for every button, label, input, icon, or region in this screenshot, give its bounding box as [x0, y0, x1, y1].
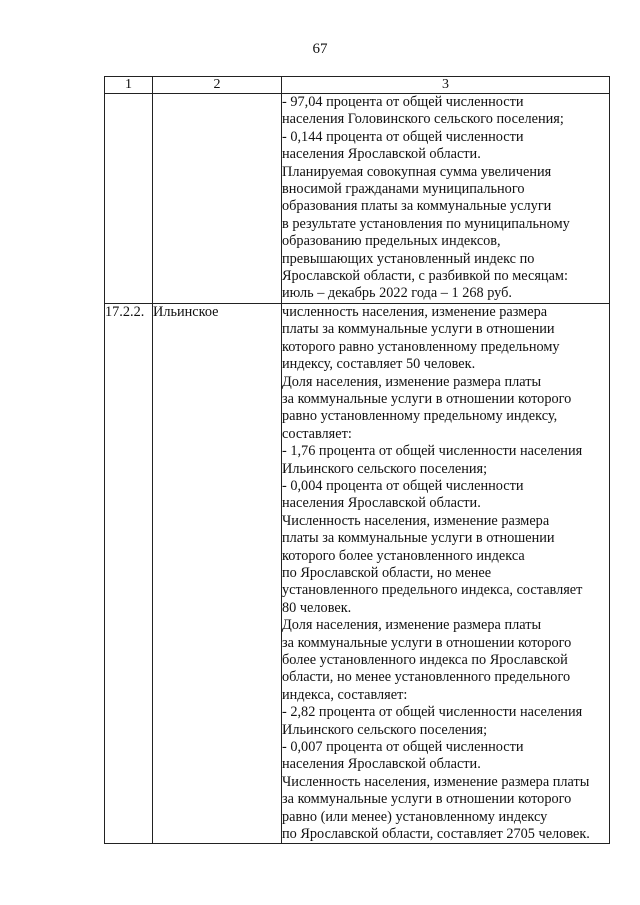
text-line: в результате установления по муниципальному: [282, 215, 570, 232]
municipality-name-cell: [153, 94, 282, 304]
text-line: которого равно установленному предельному: [282, 338, 560, 355]
text-line: платы за коммунальные услуги в отношении: [282, 530, 555, 547]
text-line: равно установленному предельному индексу,: [282, 408, 558, 425]
text-line: области, но менее установленного предельного: [282, 669, 571, 686]
text-line: по Ярославской области, составляет 2705 человек.: [282, 826, 590, 843]
header-col-1: 1: [105, 77, 153, 94]
text-line: Ильинского сельского поселения;: [282, 721, 488, 738]
text-line: превышающих установленный индекс по: [282, 250, 535, 267]
table-body: [105, 94, 610, 844]
text-line: за коммунальные услуги в отношении которого: [282, 390, 572, 407]
text-line: - 2,82 процента от общей численности населения: [282, 704, 583, 721]
text-line: вносимой гражданами муниципального: [282, 181, 525, 198]
text-line: по Ярославской области, но менее: [282, 564, 492, 581]
text-line: - 0,004 процента от общей численности: [282, 477, 524, 494]
text-line: - 1,76 процента от общей численности населения: [282, 443, 583, 460]
text-line: установленного предельного индекса, составляет: [282, 582, 583, 599]
table-header: [105, 77, 610, 94]
municipality-name-cell: Ильинское: [153, 303, 282, 844]
text-line: которого более установленного индекса: [282, 547, 525, 564]
text-line: за коммунальные услуги в отношении которого: [282, 791, 572, 808]
text-line: Численность населения, изменение размера: [282, 512, 550, 529]
header-col-3: 3: [282, 77, 610, 94]
text-line: равно (или менее) установленному индексу: [282, 808, 548, 825]
row-number-cell: 17.2.2.: [105, 303, 153, 844]
table-row: [105, 303, 610, 844]
text-line: Доля населения, изменение размера платы: [282, 373, 542, 390]
text-line: населения Ярославской области.: [282, 495, 481, 512]
text-line: платы за коммунальные услуги в отношении: [282, 321, 555, 338]
text-line: населения Ярославской области.: [282, 756, 481, 773]
text-line: июль – декабрь 2022 года – 1 268 руб.: [282, 285, 512, 302]
text-line: населения Головинского сельского поселения;: [282, 111, 564, 128]
text-line: 80 человек.: [282, 599, 352, 616]
text-line: за коммунальные услуги в отношении которого: [282, 634, 572, 651]
text-line: более установленного индекса по Ярославской: [282, 652, 568, 668]
text-line: - 97,04 процента от общей численности: [282, 94, 524, 110]
text-line: Численность населения, изменение размера платы: [282, 773, 590, 790]
text-line: составляет:: [282, 425, 352, 442]
text-line: численность населения, изменение размера: [282, 303, 548, 320]
text-line: образования платы за коммунальные услуги: [282, 198, 552, 215]
table-row: [105, 94, 610, 304]
document-table: [104, 76, 610, 844]
header-col-2: 2: [153, 77, 282, 94]
description-cell: [282, 94, 610, 304]
text-line: Планируемая совокупная сумма увеличения: [282, 163, 552, 180]
row-number-cell: [105, 94, 153, 304]
text-line: индексу, составляет 50 человек.: [282, 356, 476, 373]
text-line: - 0,007 процента от общей численности: [282, 739, 524, 756]
text-line: населения Ярославской области.: [282, 146, 481, 163]
description-cell: [282, 303, 610, 844]
page-number: 67: [312, 41, 328, 57]
text-line: Ярославской области, с разбивкой по месяцам:: [282, 268, 568, 285]
text-line: Доля населения, изменение размера платы: [282, 617, 542, 634]
header-row: [105, 77, 610, 94]
text-line: Ильинского сельского поселения;: [282, 460, 488, 477]
text-line: образованию предельных индексов,: [282, 233, 501, 250]
text-line: индекса, составляет:: [282, 686, 408, 703]
text-line: - 0,144 процента от общей численности: [282, 128, 524, 145]
